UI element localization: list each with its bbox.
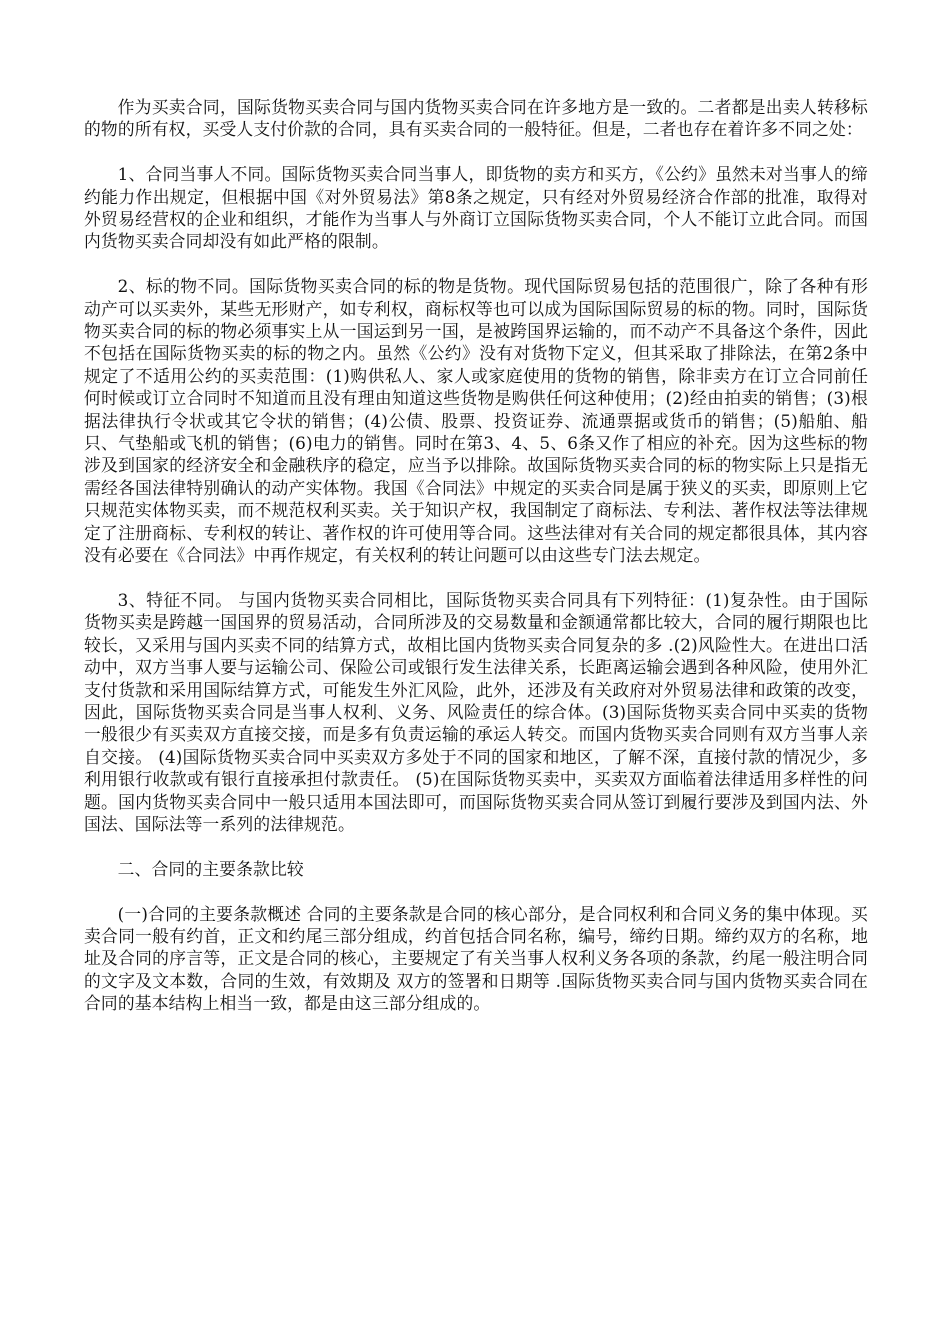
main-clauses-paragraph: (一)合同的主要条款概述 合同的主要条款是合同的核心部分，是合同权利和合同义务的集中体现。买卖合同一般有约首，正文和约尾三部分组成，约首包括合同名称，编号，缔约日期。缔约双方的名称，地址及合同的序言等，正文是合同的核心，主要规定了有关当事人权利义务各项的条款，约尾一般注明合同的文字及文本数，合同的生效，有效期及 双方的签署和日期等 .国际货物买卖合同与国内货物买卖合同在合同的基本结构上相当一致，都是由这三部分组成的。 (84, 903, 868, 1014)
parties-paragraph: 1、合同当事人不同。国际货物买卖合同当事人，即货物的卖方和买方，《公约》虽然未对当事人的缔约能力作出规定，但根据中国《对外贸易法》第8条之规定，只有经对外贸易经济合作部的批准，取得对外贸易经营权的企业和组织，才能作为当事人与外商订立国际货物买卖合同，个人不能订立此合同。而国内货物买卖合同却没有如此严格的限制。 (84, 164, 868, 252)
section-heading: 二、合同的主要条款比较 (117, 858, 304, 879)
characteristics-paragraph: 3、特征不同。 与国内货物买卖合同相比，国际货物买卖合同具有下列特征：(1)复杂性。由于国际货物买卖是跨越一国国界的贸易活动，合同所涉及的交易数量和金额通常都比较大，合同的履行期限也比较长，又采用与国内买卖不同的结算方式，故相比国内货物买卖合同复杂的多 .(2)风险性大。在进出口活动中，双方当事人要与运输公司、保险公司或银行发生法律关系，长距离运输会遇到各种风险，使用外汇支付货款和采用国际结算方式，可能发生外汇风险，此外，还涉及有关政府对外贸易法律和政策的改变，因此，国际货物买卖合同是当事人权利、义务、风险责任的综合体。(3)国际货物买卖合同中买卖的货物一般很少有买卖双方直接交接，而是多有负责运输的承运人转交。而国内货物买卖合同则有双方当事人亲自交接。 (4)国际货物买卖合同中买卖双方多处于不同的国家和地区，了解不深，直接付款的情况少，多利用银行收款或有银行直接承担付款责任。 (5)在国际货物买卖中，买卖双方面临着法律适用多样性的问题。国内货物买卖合同中一般只适用本国法即可，而国际货物买卖合同从签订到履行要涉及到国内法、外国法、国际法等一系列的法律规范。 (84, 589, 868, 834)
subject-matter-paragraph: 2、标的物不同。国际货物买卖合同的标的物是货物。现代国际贸易包括的范围很广，除了各种有形动产可以买卖外，某些无形财产，如专利权，商标权等也可以成为国际国际贸易的标的物。同时，国际货物买卖合同的标的物必须事实上从一国运到另一国，是被跨国界运输的，而不动产不具备这个条件，因此不包括在国际货物买卖的标的物之内。虽然《公约》没有对货物下定义，但其采取了排除法，在第2条中规定了不适用公约的买卖范围：(1)购供私人、家人或家庭使用的货物的销售，除非卖方在订立合同前任何时候或订立合同时不知道而且没有理由知道这些货物是购供任何这种使用；(2)经由拍卖的销售；(3)根据法律执行令状或其它令状的销售；(4)公债、股票、投资证券、流通票据或货币的销售；(5)船舶、船只、气垫船或飞机的销售；(6)电力的销售。同时在第3、4、5、6条又作了相应的补充。因为这些标的物涉及到国家的经济安全和金融秩序的稳定，应当予以排除。故国际货物买卖合同的标的物实际上只是指无需经各国法律特别确认的动产实体物。我国《合同法》中规定的买卖合同是属于狭义的买卖，即原则上它只规范实体物买卖，而不规范权利买卖。关于知识产权，我国制定了商标法、专利法、著作权法等法律规定了注册商标、专利权的转让、著作权的许可使用等合同。这些法律对有关合同的规定都很具体，其内容没有必要在《合同法》中再作规定，有关权利的转让问题可以由这些专门法去规定。 (84, 276, 868, 566)
document-page (84, 96, 868, 1037)
intro-paragraph: 作为买卖合同，国际货物买卖合同与国内货物买卖合同在许多地方是一致的。二者都是出卖人转移标的物的所有权，买受人支付价款的合同，具有买卖合同的一般特征。但是，二者也存在着许多不同之处： (84, 97, 868, 140)
